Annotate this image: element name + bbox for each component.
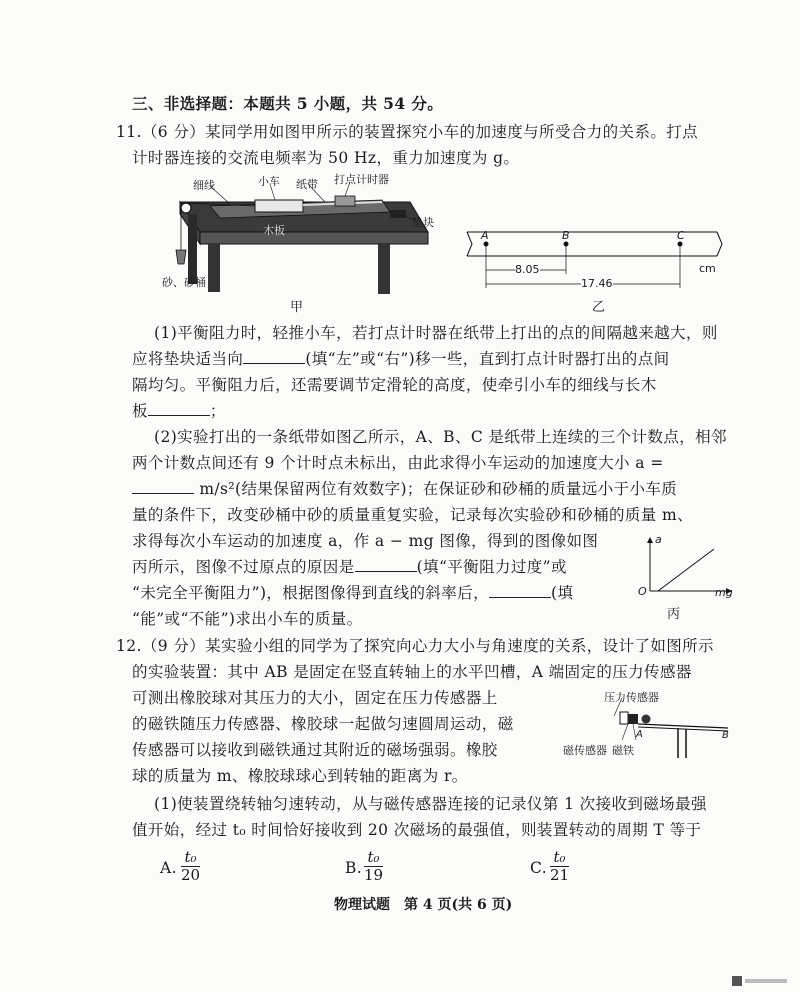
q11-p2-line4: 量的条件下，改变砂桶中砂的质量重复实验，记录每次实验砂和砂桶的质量 m、 [132,506,694,524]
q12-stem-line2: 的实验装置：其中 AB 是固定在竖直转轴上的水平凹槽，A 端固定的压力传感器 [132,663,692,681]
option-c-letter[interactable]: C. [530,859,548,877]
q11-p2-line2: 两个计数点间还有 9 个计时点未标出，由此求得小车运动的加速度大小 a = [132,454,664,472]
caption-jia: 甲 [290,300,304,315]
q11-stem-line2: 计时器连接的交流电频率为 50 Hz，重力加速度为 g。 [132,149,520,167]
label-sha: 砂、砂桶 [162,276,206,289]
q11-p2-line8: “能”或“不能”)求出小车的质量。 [132,610,363,628]
label-xixian: 细线 [193,179,215,192]
option-b-letter[interactable]: B. [345,859,363,877]
answer-blank-4[interactable] [355,557,417,572]
tape-point-c: C [677,229,685,242]
option-a-letter[interactable]: A. [160,859,177,877]
q12-stem-line1: 12.（9 分）某实验小组的同学为了探究向心力大小与角速度的关系，设计了如图所示 [116,637,714,655]
answer-blank-3[interactable] [132,479,194,494]
q11-p1-line1: (1)平衡阻力时，轻推小车，若打点计时器在纸带上打出的点的间隔越来越大，则 [154,324,718,342]
caption-yi: 乙 [592,300,606,315]
q12-stem-line6: 球的质量为 m、橡胶球球心到转轴的距离为 r。 [132,767,468,785]
label-pressure-sensor: 压力传感器 [604,691,659,704]
q11-p2-line6: 丙所示，图像不过原点的原因是 (填“平衡阻力过度”或 [132,558,567,576]
answer-blank-5[interactable] [489,583,551,598]
graph-origin: O [638,585,647,598]
tape-point-b: B [562,229,570,242]
label-timer: 打点计时器 [334,173,389,186]
option-b-fraction[interactable]: $\frac{\text{t₀}}{19}$ [364,848,384,884]
watermark-bar [745,979,787,983]
q11-p2-line3: m/s²(结果保留两位有效数字)；在保证砂和砂桶的质量远小于小车质 [132,479,677,499]
option-a-fraction[interactable]: $\frac{\text{t₀}}{20}$ [181,848,201,884]
q11-stem-line1: 11.（6 分）某同学用如图甲所示的装置探究小车的加速度与所受合力的关系。打点 [116,123,699,141]
q12-p1-line1: (1)使装置绕转轴匀速转动，从与磁传感器连接的记录仪第 1 次接收到磁场最强 [154,795,707,813]
label-end-a: A [636,729,643,740]
q11-p2-line1: (2)实验打出的一条纸带如图乙所示，A、B、C 是纸带上连续的三个计数点，相邻 [154,428,727,446]
graph-y-label: a [655,533,662,546]
label-magnet: 磁铁 [612,744,634,757]
q11-p2-line7: “未完全平衡阻力”)，根据图像得到直线的斜率后， (填 [132,584,574,602]
label-end-b: B [722,730,729,741]
q11-p2-line5: 求得每次小车运动的加速度 a，作 a − mg 图像，得到的图像如图 [132,532,599,550]
label-dianku: 垫块 [412,216,434,229]
tape-point-a: A [481,229,489,242]
q12-stem-line3: 可测出橡胶球对其压力的大小，固定在压力传感器上 [132,689,498,707]
label-muban: 木板 [263,224,285,237]
graph-x-label: mg [715,586,733,599]
answer-blank-2[interactable] [148,401,210,416]
option-c-fraction[interactable]: $\frac{\text{t₀}}{21}$ [550,848,570,884]
q11-p1-line2: 应将垫块适当向 (填“左”或“右”)移一些，直到打点计时器打出的点间 [132,350,670,368]
caption-bing: 丙 [667,607,681,622]
label-zhidai: 纸带 [296,178,318,191]
page-footer: 物理试题 第 4 页(共 6 页) [334,897,513,913]
q12-stem-line5: 传感器可以接收到磁铁通过其附近的磁场强弱。橡胶 [132,741,498,759]
q12-p1-line2: 值开始，经过 t₀ 时间恰好接收到 20 次磁场的最强值，则装置转动的周期 T 等于 [132,821,702,839]
q11-p1-line3: 隔均匀。平衡阻力后，还需要调节定滑轮的高度，使牵引小车的细线与长木 [132,376,657,394]
section-heading: 三、非选择题：本题共 5 小题，共 54 分。 [132,94,444,113]
tape-dist1: 8.05 [515,263,540,276]
q11-p1-line4: 板 ； [132,402,226,420]
tape-unit: cm [699,262,716,275]
answer-blank-1[interactable] [243,349,305,364]
label-xiaoche: 小车 [258,175,280,188]
tape-dist2: 17.46 [581,277,613,290]
q12-stem-line4: 的磁铁随压力传感器、橡胶球一起做匀速圆周运动，磁 [132,715,514,733]
qr-watermark-icon [732,976,742,986]
label-mag-sensor: 磁传感器 [563,744,607,757]
